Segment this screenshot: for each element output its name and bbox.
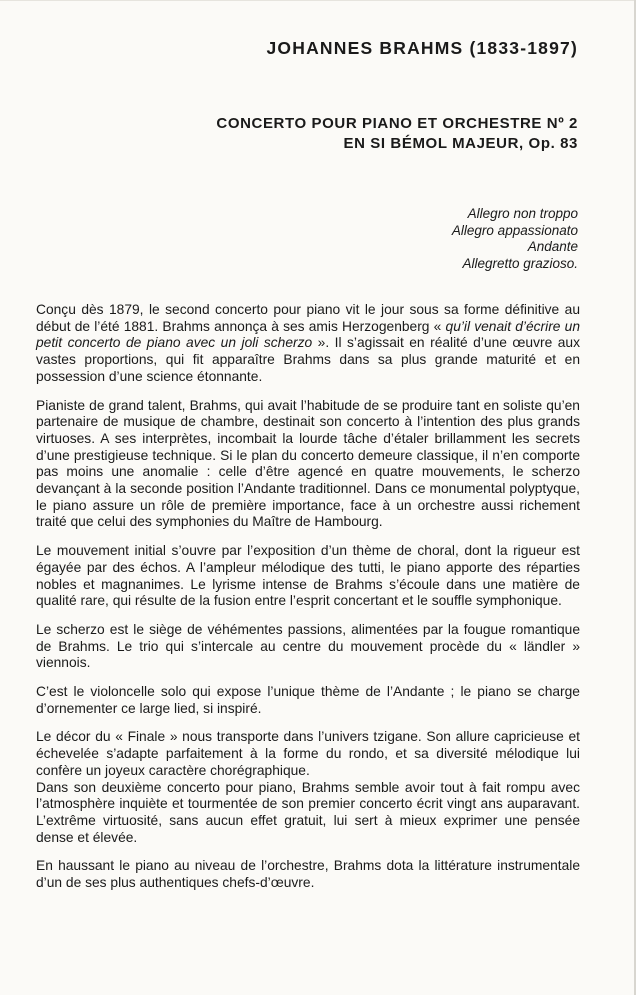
movement-item: Allegro non troppo <box>467 206 578 221</box>
paragraph-conclusion: En haussant le piano au niveau de l’orchestre, Brahms dota la littérature instrumentale d’un de ses plus authentiques chefs-d’œuvre. <box>36 858 580 891</box>
brahms-quote: qu’il venait d’écrire un petit concerto de piano avec un joli scherzo <box>36 318 580 351</box>
movement-item: Andante <box>527 239 578 254</box>
paragraph-pianist: Pianiste de grand talent, Brahms, qui avait l’habitude de se produire tant en soliste qu’en partenaire de musique de chambre, destinait son concerto à l’intention des plus grands virtuoses. A ses interprètes, incombait la lourde tâche d’étaler brillamment les secrets d’une prestigieuse technique. Si le plan du concerto demeure classique, il n’en comporte pas moins une anomalie : celle d’être agencé en quatre mouvements, le scherzo devançant à la seconde position l’Andante traditionnel. Dans ce monumental polyptyque, le piano assure un rôle de première importance, face à un orchestre aussi richement traité que celui des symphonies du Maître de Hambourg. <box>36 397 580 530</box>
work-title <box>216 114 578 154</box>
work-title-line-2: EN SI BÉMOL MAJEUR, Op. 83 <box>343 135 578 152</box>
work-title-line-1: CONCERTO POUR PIANO ET ORCHESTRE Nº 2 <box>216 115 578 132</box>
paragraph-text: ». Il s’agissait en réalité d’une œuvre aux vastes proportions, qui fit apparaître Brahms dans sa plus grande maturité et en possession d’une science étonnante. <box>36 335 580 384</box>
paragraph-scherzo: Le scherzo est le siège de véhémentes passions, alimentées par la fougue romantique de Brahms. Le trio qui s’intercale au centre du mouvement procède du « ländler » viennois. <box>36 621 580 671</box>
paragraph-text: Conçu dès 1879, le second concerto pour piano vit le jour sous sa forme définitive au début de l’été 1881. Brahms annonça à ses amis Herzogenberg « <box>36 302 580 334</box>
paragraph-finale: Le décor du « Finale » nous transporte dans l’univers tzigane. Son allure capricieuse et échevelée s’adapte parfaitement à la forme du rondo, et sa diversité mélodique lui confère un joyeux caractère chorégraphique. <box>36 729 580 778</box>
movement-item: Allegro appassionato <box>451 222 578 238</box>
paragraph-andante: C’est le violoncelle solo qui expose l’unique thème de l’Andante ; le piano se charge d’ornementer ce large lied, si inspiré. <box>36 684 580 716</box>
paragraph-origin <box>36 302 580 386</box>
composer-heading: JOHANNES BRAHMS (1833-1897) <box>266 38 578 58</box>
page-top-edge <box>0 0 636 1</box>
movement-item: Allegretto grazioso. <box>462 255 578 271</box>
body-text <box>36 302 580 904</box>
paragraph-second-concerto: Dans son deuxième concerto pour piano, Brahms semble avoir tout à fait rompu avec l’atmosphère inquiète et tourmentée de son premier concerto écrit vingt ans auparavant. L’extrême virtuosité, sans aucun effet gratuit, lui sert à mieux exprimer une pensée dense et élevée. <box>36 779 580 845</box>
movements-list <box>452 206 578 272</box>
paragraph-first-movement: Le mouvement initial s’ouvre par l’exposition d’un thème de choral, dont la rigueur est égayée par des échos. A l’ampleur mélodique des tutti, le piano apporte des réparties nobles et magnanimes. Le lyrisme intense de Brahms s’écoule dans une matière de qualité rare, qui résulte de la fusion entre l’esprit concertant et le souffle symphonique. <box>36 543 580 609</box>
